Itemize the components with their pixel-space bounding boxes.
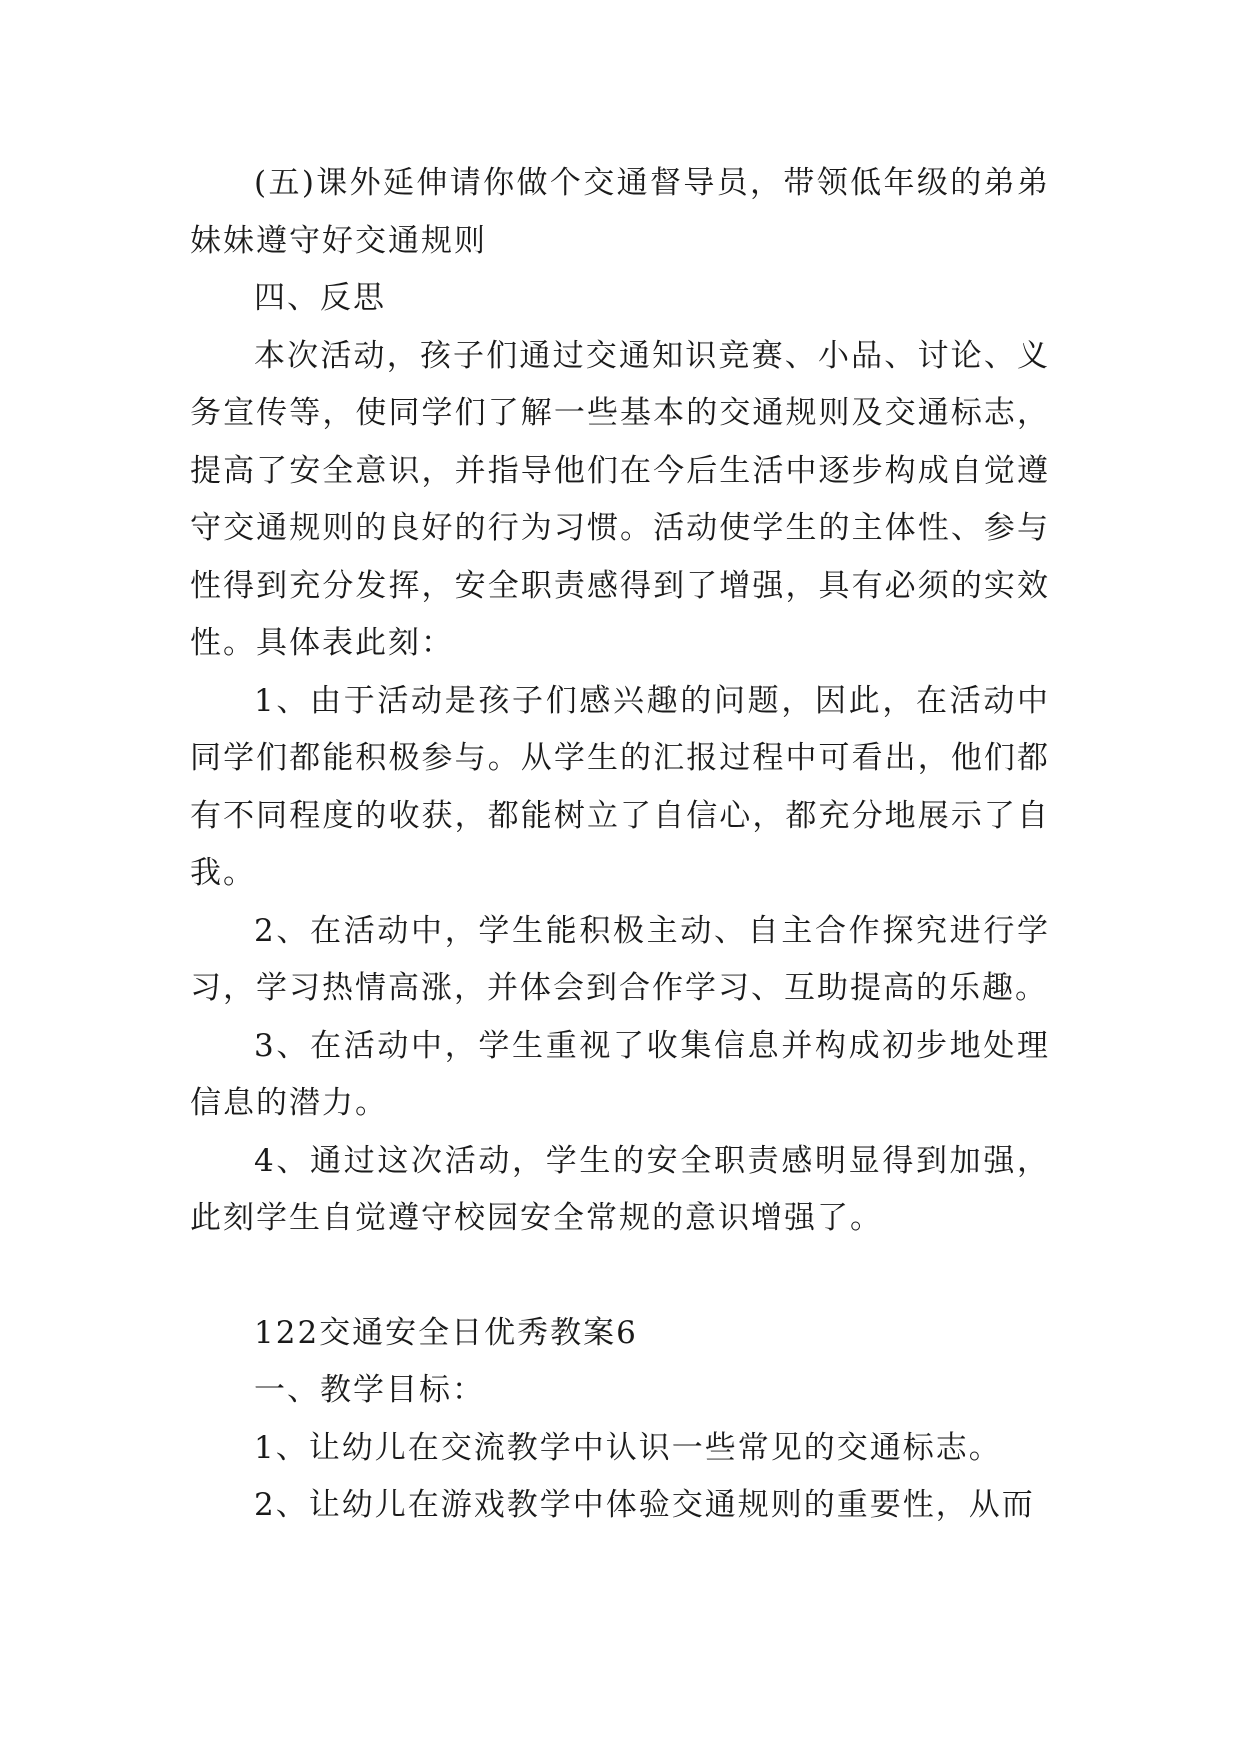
section-title: 122交通安全日优秀教案6	[254, 1314, 638, 1351]
goal-item-1: 1、让幼儿在交流教学中认识一些常见的交通标志。	[254, 1429, 1002, 1466]
paragraph-point-2: 2、在活动中，学生能积极主动、自主合作探究进行学习，学习热情高涨，并体会到合作学习、互助提高的乐趣。	[190, 912, 1050, 1006]
goal-item-2: 2、让幼儿在游戏教学中体验交通规则的重要性，从而	[254, 1487, 1035, 1523]
paragraph-point-4: 4、通过这次活动，学生的安全职责感明显得到加强，此刻学生自觉遵守校园安全常规的意识增强了。	[190, 1142, 1050, 1236]
paragraph-point-3: 3、在活动中，学生重视了收集信息并构成初步地处理信息的潜力。	[190, 1027, 1050, 1121]
document-body	[190, 155, 1050, 1535]
paragraph-extension: (五)课外延伸请你做个交通督导员，带领低年级的弟弟妹妹遵守好交通规则	[190, 165, 1050, 259]
paragraph-reflection-summary: 本次活动，孩子们通过交通知识竞赛、小品、讨论、义务宣传等，使同学们了解一些基本的交通规则及交通标志，提高了安全意识，并指导他们在今后生活中逐步构成自觉遵守交通规则的良好的行为习惯。活动使学生的主体性、参与性得到充分发挥，安全职责感得到了增强，具有必须的实效性。具体表此刻：	[190, 337, 1050, 661]
heading-teaching-goals: 一、教学目标：	[254, 1372, 485, 1408]
heading-reflection: 四、反思	[254, 280, 386, 316]
paragraph-point-1: 1、由于活动是孩子们感兴趣的问题，因此，在活动中同学们都能积极参与。从学生的汇报过程中可看出，他们都有不同程度的收获，都能树立了自信心，都充分地展示了自我。	[190, 682, 1050, 891]
